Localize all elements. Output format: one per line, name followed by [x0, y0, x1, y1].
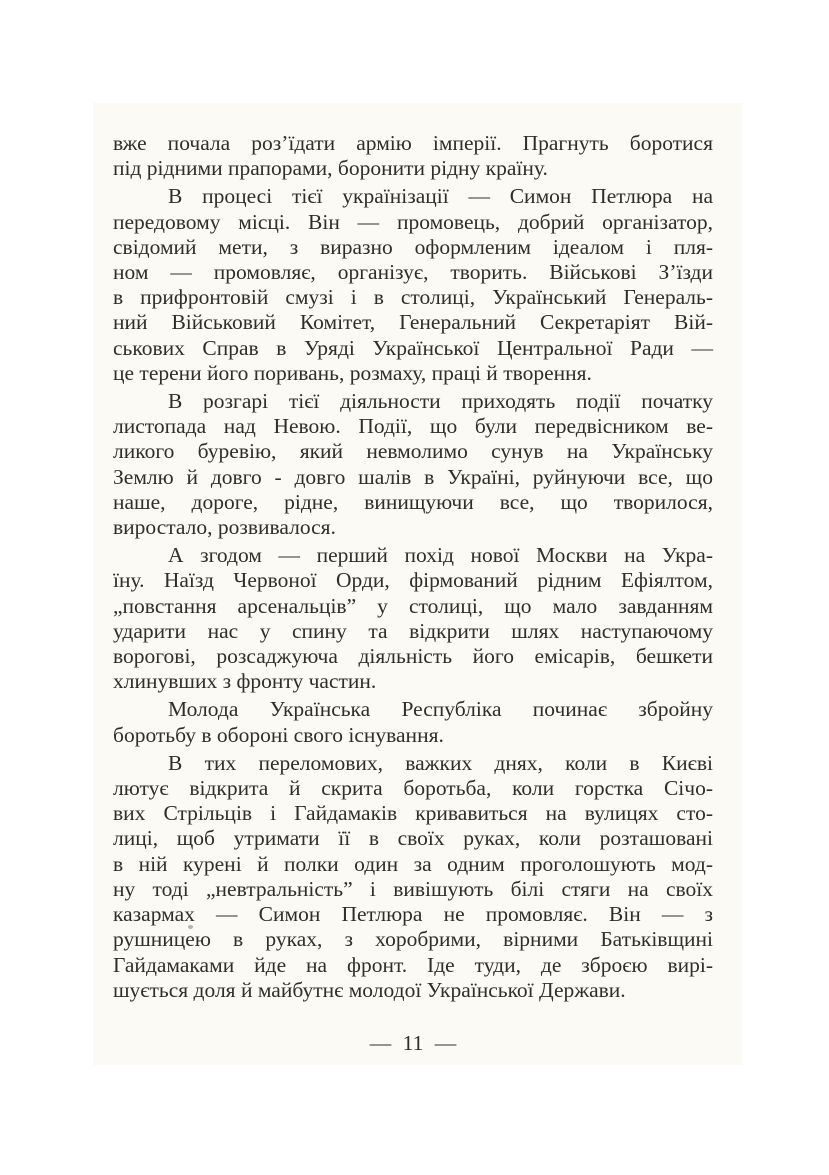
text-line: ний Військовий Комітет, Генеральний Секретаріят Вій-	[113, 310, 713, 335]
paragraph	[113, 184, 713, 386]
text-line: їну. Наїзд Червоної Орди, фірмований рідним Ефіялтом,	[113, 568, 713, 593]
text-line: В тих переломових, важких днях, коли в Києві	[168, 750, 713, 775]
text-line: лютує відкрита й скрита боротьба, коли горстка Січо-	[113, 776, 713, 801]
text-line: виростало, розвивалося.	[113, 515, 336, 540]
paragraph	[113, 697, 713, 747]
text-line: А згодом — перший похід нової Москви на Укра-	[168, 543, 713, 568]
text-line: ну тоді „невтральність” і вивішують білі стяги на своїх	[113, 876, 713, 901]
text-line: казармах — Симон Петлюра не промовляє. Він — з	[113, 902, 713, 927]
text-line: в прифронтовій смузі і в столиці, Український Генераль-	[113, 285, 713, 310]
text-line: це терени його поривань, розмаху, праці й творення.	[113, 360, 592, 385]
text-line: наше, дороге, рідне, винищуючи все, що творилося,	[113, 489, 713, 514]
text-line: ном — промовляє, організує, творить. Військові З’їзди	[113, 260, 713, 285]
paragraph	[113, 751, 713, 1003]
text-line: під рідними прапорами, боронити рідну країну.	[113, 156, 548, 181]
text-line: лиці, щоб утримати її в своїх руках, коли розташовані	[113, 826, 713, 851]
text-line: Гайдамаками йде на фронт. Іде туди, де зброєю вирі-	[113, 952, 713, 977]
text-line: В розгарі тієї діяльности приходять події початку	[168, 389, 713, 414]
text-line: В процесі тієї українізації — Симон Петлюра на	[168, 184, 713, 209]
paragraph	[113, 543, 713, 694]
paragraph	[113, 389, 713, 540]
text-line: ударити нас у спину та відкрити шлях наступаючому	[113, 618, 713, 643]
text-line: в ній курені й полки один за одним проголошують мод-	[113, 851, 713, 876]
text-line: ськових Справ в Уряді Української Центральної Ради —	[113, 335, 713, 360]
paragraph	[113, 131, 713, 181]
text-line: ликого буревію, який невмолимо сунув на Українську	[113, 439, 713, 464]
text-line: Молода Українська Республіка починає збройну	[168, 697, 713, 722]
text-line: Землю й довго - довго шалів в Україні, руйнуючи все, що	[113, 464, 713, 489]
text-line: передовому місці. Він — промовець, добрий організатор,	[113, 209, 713, 234]
text-line: листопада над Невою. Події, що були передвісником ве-	[113, 414, 713, 439]
text-line: ворогові, розсаджуюча діяльність його емісарів, бешкети	[113, 644, 713, 669]
text-line: шується доля й майбутнє молодої Української Держави.	[113, 977, 626, 1002]
text-line: „повстання арсенальців” у столиці, що мало завданням	[113, 593, 713, 618]
text-line: боротьбу в обороні свого існування.	[113, 722, 444, 747]
text-line: вже почала роз’їдати армію імперії. Прагнуть боротися	[113, 131, 713, 155]
page-text-block	[113, 131, 713, 1003]
text-line: хлинувших з фронту частин.	[113, 669, 377, 694]
text-line: свідомий мети, з виразно оформленим ідеалом і пля-	[113, 234, 713, 259]
text-line: рушницею в руках, з хоробрими, вірними Батьківщині	[113, 927, 713, 952]
text-line: вих Стрільців і Гайдамаків кривавиться на вулицях сто-	[113, 801, 713, 826]
page-number: — 11 —	[369, 1031, 457, 1055]
